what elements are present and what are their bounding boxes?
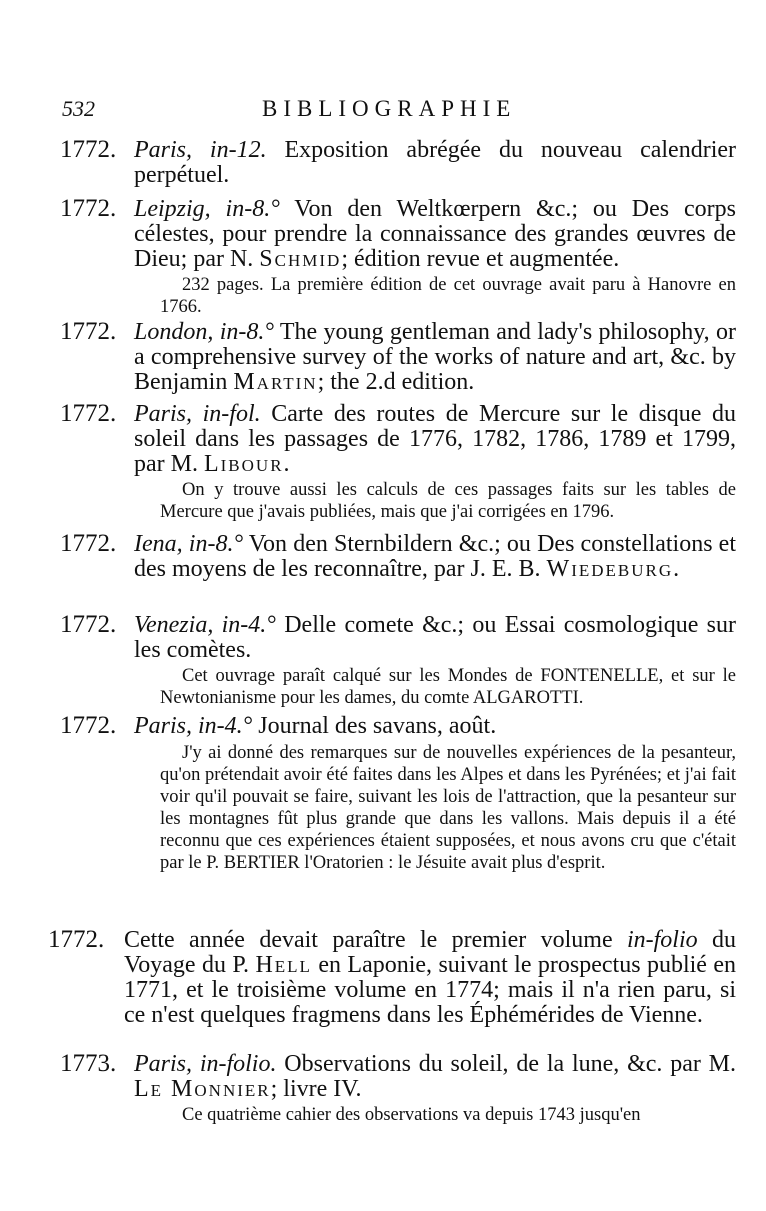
- entry-text: Iena, in-8.° Von den Sternbildern &c.; ou Des constellations et des moyens de les reconnaître, par J. E. B. Wiedeburg.: [134, 531, 737, 582]
- entry-place: London, in-8.°: [134, 319, 274, 345]
- entry-author: Martin: [233, 369, 318, 395]
- entry-note: 232 pages. La première édition de cet ouvrage avait paru à Hanovre en 1766.: [160, 275, 736, 317]
- entry-place: in-folio: [626, 927, 698, 953]
- entry-place: Paris, in-folio.: [134, 1051, 277, 1077]
- entry-text: Leipzig, in-8.° Von den Weltkœrpern &c.; ou Des corps célestes, pour prendre la connaissance des grandes œuvres de Dieu; par N. Schmid; édition revue et augmentée.: [134, 196, 736, 272]
- entry-place: Leipzig, in-8.°: [134, 196, 280, 222]
- entry-place: Iena, in-8.°: [134, 531, 244, 557]
- entry-place: Paris, in-4.°: [134, 713, 253, 739]
- entry-year: 1772.: [60, 195, 117, 222]
- entry-note: J'y ai donné des remarques sur de nouvelles expériences de la pesanteur, qu'on prétendait avoir été faites dans les Alpes et dans les Pyrénées; et j'ai fait voir qu'il pouvait se faire, suivant les lois de l'attraction, que la pesanteur sur les montagnes fût plus grande que dans les vallons. Mais depuis il a été reconnu que ces expériences étaient supposées, et nous avons cru que c'était par le P. BERTIER l'Oratorien : le Jésuite avait plus d'esprit.: [160, 743, 736, 873]
- bibliography-entry: [60, 400, 736, 523]
- entry-note: On y trouve aussi les calculs de ces passages faits sur les tables de Mercure que j'avais publiées, mais que j'ai corrigées en 1796.: [160, 480, 736, 522]
- bibliography-entry: [60, 136, 736, 188]
- entry-text: Paris, in-12. Exposition abrégée du nouveau calendrier perpétuel.: [134, 137, 737, 188]
- bibliography-entry: [60, 1050, 736, 1126]
- entry-author: Le Monnier: [134, 1076, 271, 1102]
- entry-year: 1772.: [60, 318, 117, 345]
- bibliography-entry: [60, 712, 736, 874]
- bibliography-entry: [60, 318, 736, 395]
- entry-year: 1772.: [60, 611, 117, 638]
- entry-author: Schmid: [259, 246, 342, 272]
- running-header: [62, 96, 736, 126]
- entry-place: Venezia, in-4.°: [134, 612, 276, 638]
- entry-place: Paris, in-12.: [134, 137, 267, 163]
- entry-text: London, in-8.° The young gentleman and lady's philosophy, or a comprehensive survey of the works of nature and art, &c. by Benjamin Martin; the 2.d edition.: [134, 319, 736, 395]
- entry-author: Wiedeburg: [546, 556, 674, 582]
- entry-note: Ce quatrième cahier des observations va depuis 1743 jusqu'en: [182, 1105, 641, 1125]
- entry-year: 1773.: [60, 1050, 117, 1077]
- entry-note: Cet ouvrage paraît calqué sur les Mondes de FONTENELLE, et sur le Newtonianisme pour les dames, du comte ALGAROTTI.: [160, 666, 736, 708]
- entry-author: Hell: [255, 952, 312, 978]
- entry-text: Paris, in-folio. Observations du soleil, de la lune, &c. par M. Le Monnier; livre IV.: [134, 1051, 736, 1102]
- entry-year: 1772.: [60, 136, 117, 163]
- page-number: 532: [62, 96, 95, 121]
- entry-author: Libour: [203, 451, 284, 477]
- bibliography-entry: [60, 530, 736, 582]
- bibliography-entry: [60, 611, 736, 709]
- bibliography-entry: [48, 926, 736, 1028]
- entry-text: Paris, in-fol. Carte des routes de Mercure sur le disque du soleil dans les passages de 1776, 1782, 1786, 1789 et 1799, par M. Libour.: [134, 401, 737, 477]
- entry-text: Venezia, in-4.° Delle comete &c.; ou Essai cosmologique sur les comètes.: [134, 612, 736, 663]
- entry-year: 1772.: [60, 712, 117, 739]
- entry-year: 1772.: [60, 400, 117, 427]
- running-title: BIBLIOGRAPHIE: [262, 96, 517, 121]
- entry-year: 1772.: [60, 530, 117, 557]
- bibliography-entry: [60, 195, 736, 318]
- entry-year: 1772.: [48, 926, 105, 953]
- entry-text: Paris, in-4.° Journal des savans, août.: [134, 713, 497, 739]
- entry-place: Paris, in-fol.: [134, 401, 261, 427]
- entry-text: Cette année devait paraître le premier volume in-folio du Voyage du P. Hell en Laponie, suivant le prospectus publié en 1771, et le troisième volume en 1774; mais il n'a rien paru, si ce n'est quelques fragmens dans les Éphémérides de Vienne.: [124, 927, 737, 1028]
